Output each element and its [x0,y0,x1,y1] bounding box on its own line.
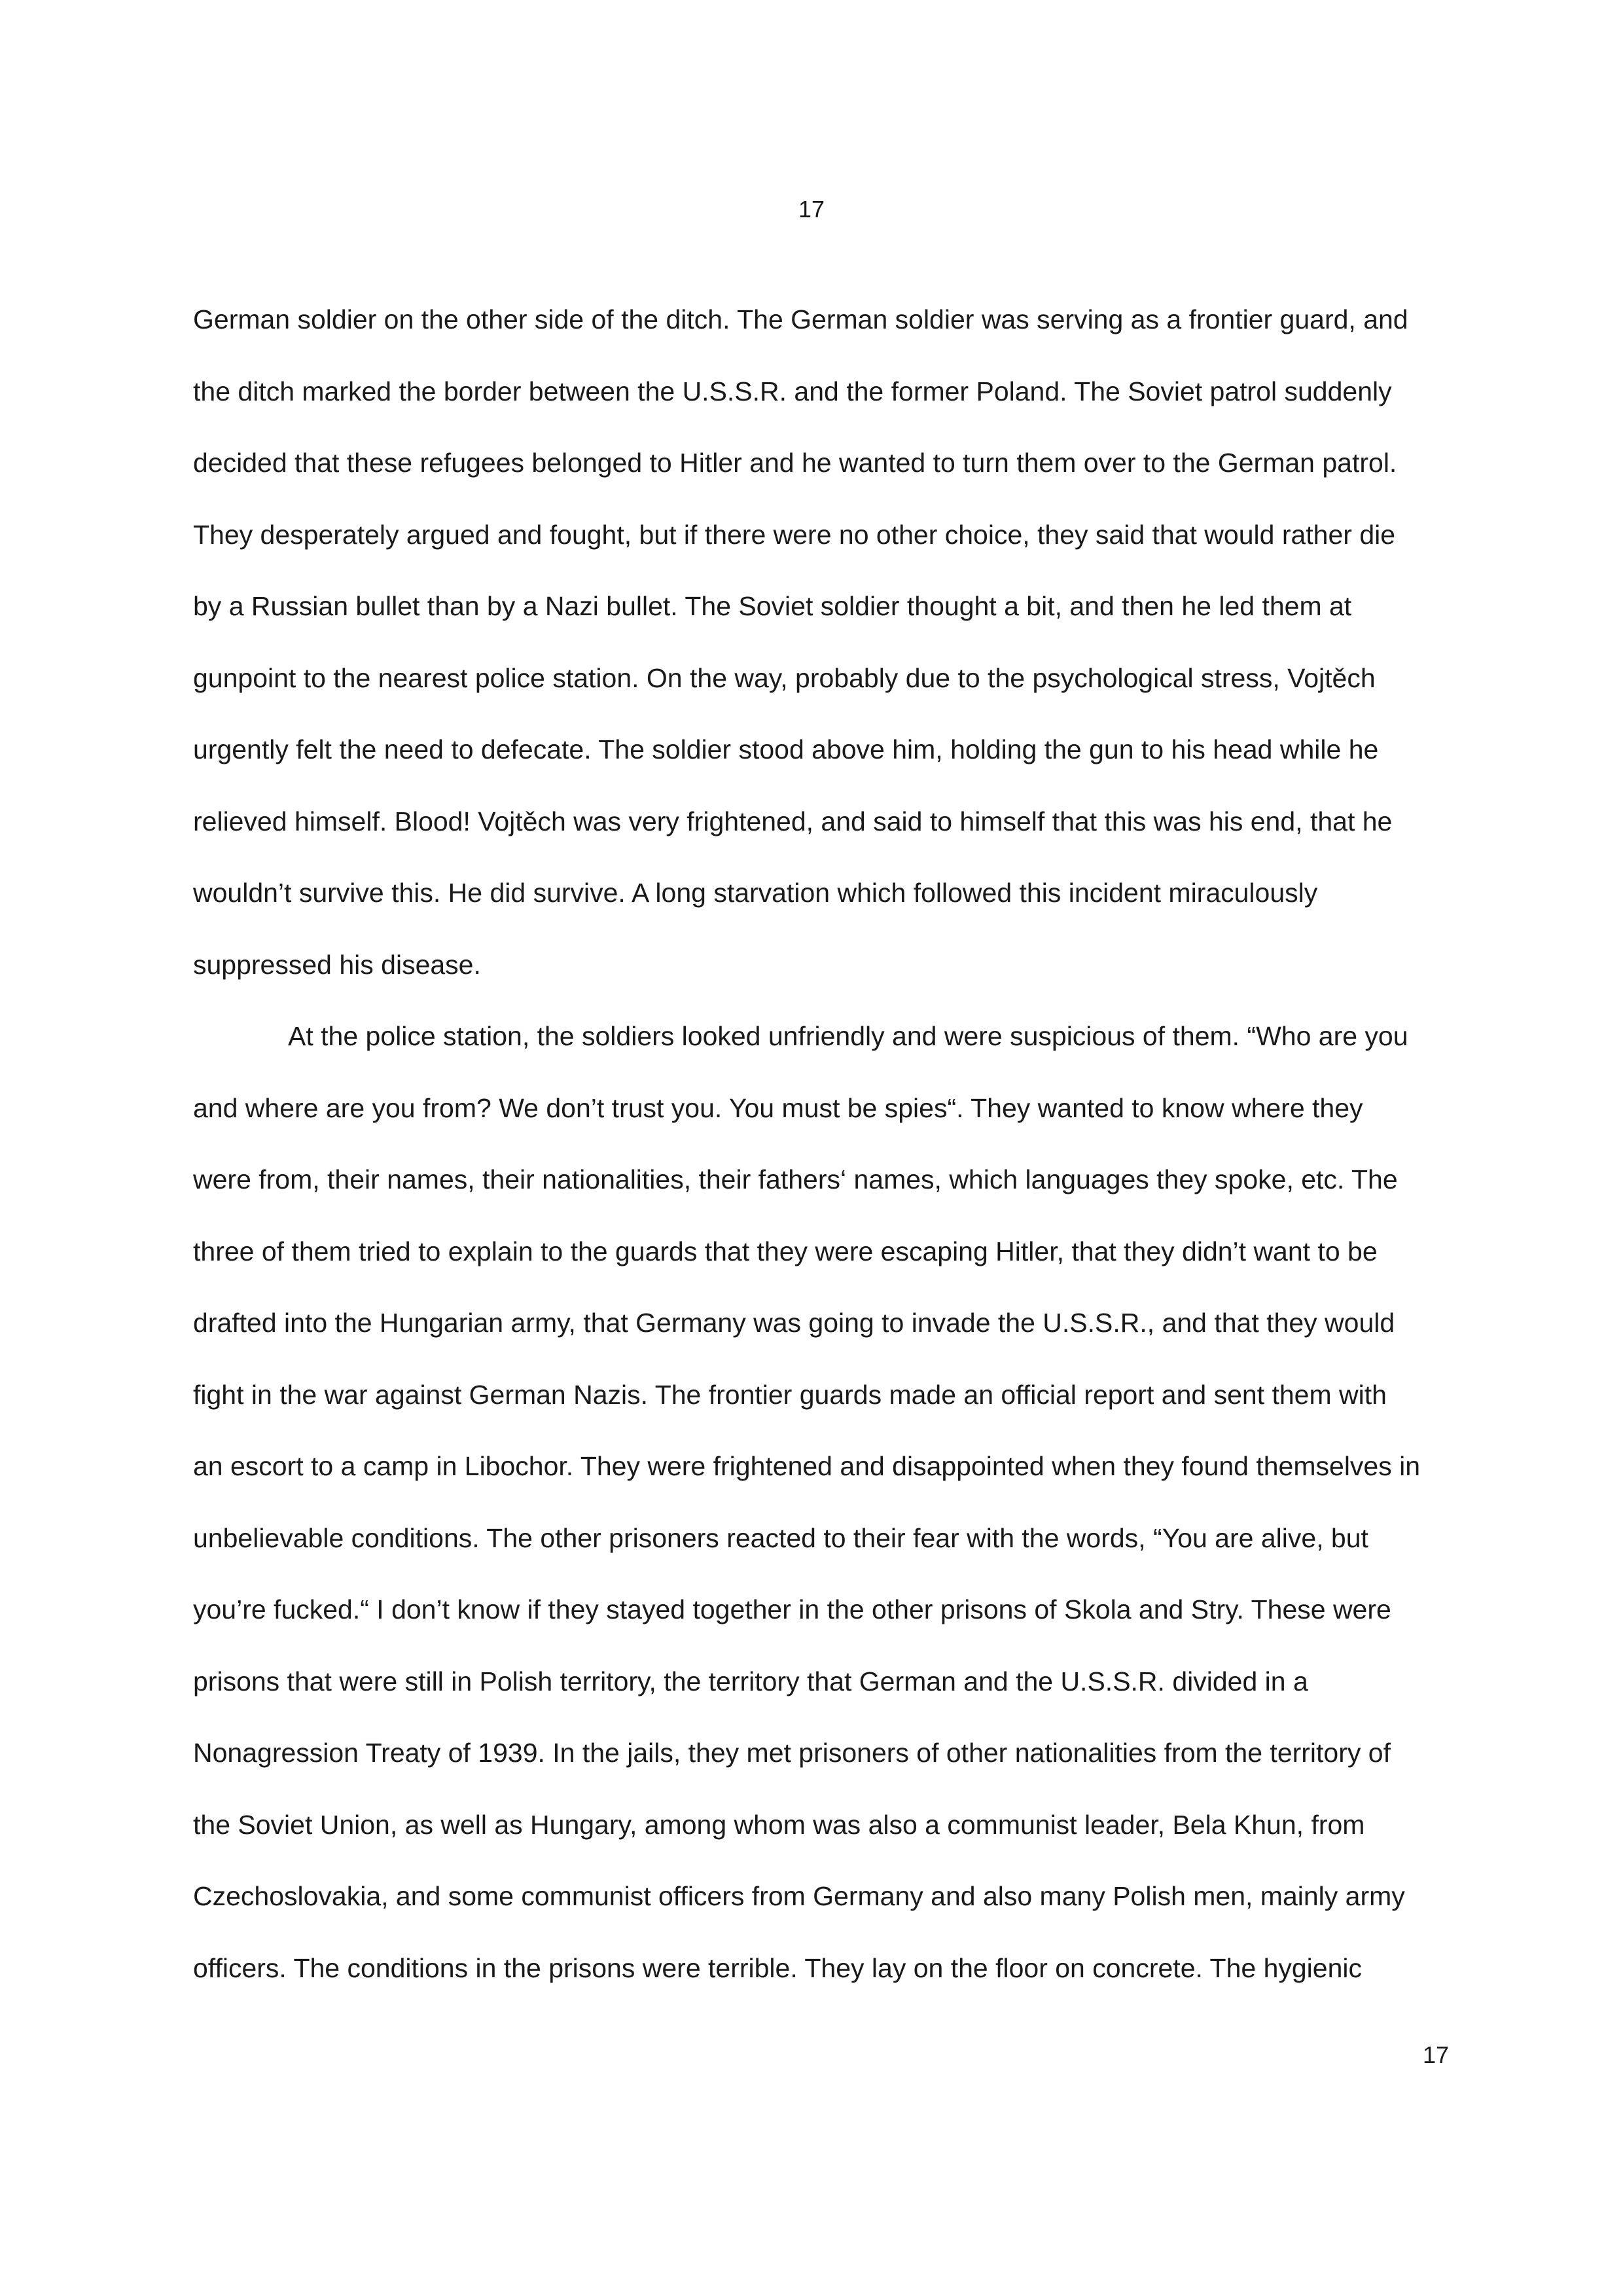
text-line: fight in the war against German Nazis. The frontier guards made an official report and sent them with [193,1379,1387,1410]
text-line: three of them tried to explain to the guards that they were escaping Hitler, that they didn’t want to be [193,1236,1378,1266]
text-line: and where are you from? We don’t trust you. You must be spies“. They wanted to know where they [193,1092,1363,1123]
page-number-top: 17 [798,196,825,223]
text-line: gunpoint to the nearest police station. On the way, probably due to the psychological stress, Vojtěch [193,662,1376,693]
text-line: wouldn’t survive this. He did survive. A long starvation which followed this incident miraculously [193,878,1318,908]
text-line: Nonagression Treaty of 1939. In the jails, they met prisoners of other nationalities from the territory of [193,1738,1391,1768]
text-line: officers. The conditions in the prisons were terrible. They lay on the floor on concrete. The hygienic [193,1952,1363,1983]
page-number-bottom: 17 [1422,2041,1449,2068]
text-line: an escort to a camp in Libochor. They were frightened and disappointed when they found themselves in [193,1451,1421,1481]
text-line: by a Russian bullet than by a Nazi bullet. The Soviet soldier thought a bit, and then he led them at [193,591,1352,621]
text-line: suppressed his disease. [193,949,481,980]
text-line: prisons that were still in Polish territory, the territory that German and the U.S.S.R. divided in a [193,1666,1308,1696]
text-line: Czechoslovakia, and some communist officers from Germany and also many Polish men, mainly army [193,1881,1405,1911]
text-line: unbelievable conditions. The other prisoners reacted to their fear with the words, “You are alive, but [193,1522,1368,1553]
text-line: urgently felt the need to defecate. The soldier stood above him, holding the gun to his head while he [193,734,1379,764]
text-line: drafted into the Hungarian army, that Germany was going to invade the U.S.S.R., and that they would [193,1308,1395,1338]
text-line: the ditch marked the border between the U.S.S.R. and the former Poland. The Soviet patrol suddenly [193,376,1392,406]
text-line: relieved himself. Blood! Vojtěch was very frightened, and said to himself that this was his end, that he [193,806,1393,836]
text-line: were from, their names, their nationalities, their fathers‘ names, which languages they spoke, etc. The [193,1164,1398,1194]
body-text [193,284,1450,2004]
paragraph-first-line: At the police station, the soldiers looked unfriendly and were suspicious of them. “Who are you [288,1021,1408,1051]
text-line: you’re fucked.“ I don’t know if they stayed together in the other prisons of Skola and Stry. These were [193,1594,1391,1624]
text-line: They desperately argued and fought, but if there were no other choice, they said that would rather die [193,519,1396,550]
text-line: German soldier on the other side of the ditch. The German soldier was serving as a frontier guard, and [193,304,1408,334]
text-line: decided that these refugees belonged to Hitler and he wanted to turn them over to the German patrol. [193,448,1397,478]
text-line: the Soviet Union, as well as Hungary, among whom was also a communist leader, Bela Khun, from [193,1809,1365,1840]
